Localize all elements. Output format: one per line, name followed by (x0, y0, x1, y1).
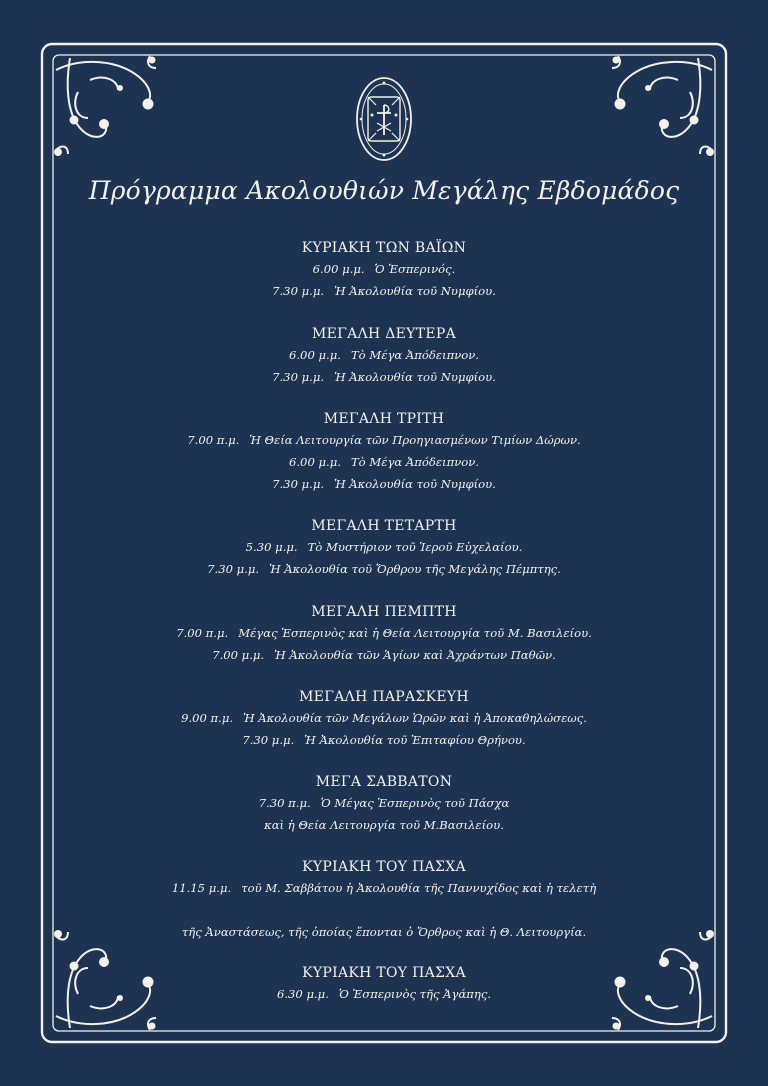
service-text: Τὸ Μέγα Ἀπόδειπνον. (350, 348, 479, 362)
day-heading: ΜΕΓΑ ΣΑΒΒΑΤΟΝ (315, 774, 453, 790)
service-text: Μέγας Ἑσπερινὸς καὶ ἡ Θεία Λειτουργία τοῦ Μ. Βασιλείου. (238, 626, 592, 640)
day-section (60, 963, 708, 1005)
service-line (60, 451, 708, 473)
service-line (60, 622, 708, 644)
service-line (60, 536, 708, 558)
day-section (60, 772, 708, 836)
service-time: 7.30 μ.μ. (242, 733, 295, 747)
day-heading: ΜΕΓΑΛΗ ΠΑΡΑΣΚΕΥΗ (299, 689, 469, 705)
service-line (60, 558, 708, 580)
day-heading: ΜΕΓΑΛΗ ΤΕΤΑΡΤΗ (311, 518, 457, 534)
service-line (60, 729, 708, 751)
service-line (60, 899, 708, 921)
service-text: Ἡ Ἀκολουθία τοῦ Ὄρθρου τῆς Μεγάλης Πέμπτης. (269, 562, 561, 576)
service-time: 7.30 μ.μ. (272, 284, 325, 298)
service-text: τῆς Ἀναστάσεως, τῆς ὁποίας ἕπονται ὁ Ὄρθρος καὶ ἡ Θ. Λειτουργία. (181, 925, 587, 939)
service-text: Ἡ Θεία Λειτουργία τῶν Προηγιασμένων Τιμίων Δώρων. (249, 433, 581, 447)
service-line (60, 429, 708, 451)
service-time: 7.30 μ.μ. (207, 562, 260, 576)
service-text: τοῦ Μ. Σαββάτου ἡ Ἀκολουθία τῆς Παννυχίδος καὶ ἡ τελετὴ (241, 881, 597, 895)
service-line (60, 814, 708, 836)
day-heading: ΚΥΡΙΑΚΗ ΤΩΝ ΒΑΪΩΝ (301, 240, 467, 256)
service-line (60, 280, 708, 302)
day-heading: ΜΕΓΑΛΗ ΠΕΜΠΤΗ (311, 604, 457, 620)
service-time: 7.00 μ.μ. (212, 648, 265, 662)
service-time: 7.00 π.μ. (176, 626, 229, 640)
service-line (60, 366, 708, 388)
service-text: Ἡ Ἀκολουθία τῶν Ἁγίων καὶ Ἀχράντων Παθῶν. (274, 648, 556, 662)
service-text: Ἡ Ἀκολουθία τῶν Μεγάλων Ὡρῶν καὶ ἡ Ἀποκαθηλώσεως. (243, 711, 587, 725)
service-text: Ὁ Μέγας Ἑσπερινὸς τοῦ Πάσχα (320, 796, 510, 810)
day-section (60, 238, 708, 302)
service-line (60, 258, 708, 280)
service-text: καὶ ἡ Θεία Λειτουργία τοῦ Μ.Βασιλείου. (264, 818, 504, 832)
service-time: 6.00 μ.μ. (289, 348, 341, 362)
service-line (60, 344, 708, 366)
service-text: Ἡ Ἀκολουθία τοῦ Νυμφίου. (334, 284, 496, 298)
service-time: 7.30 μ.μ. (272, 370, 325, 384)
service-text: Ὁ Ἑσπερινὸς τῆς Ἀγάπης. (338, 987, 492, 1001)
day-heading: ΚΥΡΙΑΚΗ ΤΟΥ ΠΑΣΧΑ (302, 965, 466, 981)
day-section (60, 687, 708, 751)
day-heading: ΚΥΡΙΑΚΗ ΤΟΥ ΠΑΣΧΑ (302, 859, 466, 875)
day-section (60, 857, 708, 943)
service-time: 9.00 π.μ. (181, 711, 234, 725)
service-line (60, 644, 708, 666)
service-line (60, 921, 708, 943)
service-line (60, 792, 708, 814)
service-time: 7.30 π.μ. (258, 796, 311, 810)
service-time: 6.00 μ.μ. (312, 262, 365, 276)
service-line (60, 707, 708, 729)
service-line (60, 473, 708, 495)
service-time: 11.15 μ.μ. (171, 881, 232, 895)
service-line (60, 877, 708, 899)
day-heading: ΜΕΓΑΛΗ ΔΕΥΤΕΡΑ (311, 326, 456, 342)
day-heading: ΜΕΓΑΛΗ ΤΡΙΤΗ (323, 411, 445, 427)
day-section (60, 602, 708, 666)
service-text: Ἡ Ἀκολουθία τοῦ Ἐπιταφίου Θρήνου. (304, 733, 526, 747)
service-time: 5.30 μ.μ. (245, 540, 298, 554)
service-text: Ὁ Ἑσπερινός. (374, 262, 456, 276)
day-section (60, 516, 708, 580)
service-text: Ἡ Ἀκολουθία τοῦ Νυμφίου. (334, 370, 496, 384)
service-text: Ἡ Ἀκολουθία τοῦ Νυμφίου. (334, 477, 496, 491)
day-section (60, 324, 708, 388)
service-text: Τὸ Μυστήριον τοῦ Ἱεροῦ Εὐχελαίου. (307, 540, 523, 554)
service-time: 6.00 μ.μ. (289, 455, 341, 469)
service-time: 7.30 μ.μ. (272, 477, 325, 491)
service-line (60, 983, 708, 1005)
service-time: 6.30 μ.μ. (276, 987, 329, 1001)
day-section (60, 409, 708, 495)
byzantine-seal-icon (355, 75, 413, 163)
service-time: 7.00 π.μ. (187, 433, 240, 447)
page-title: Πρόγραμμα Ακολουθιών Μεγάλης Εβδομάδος (88, 176, 680, 205)
service-text: Τὸ Μέγα Ἀπόδειπνον. (350, 455, 479, 469)
